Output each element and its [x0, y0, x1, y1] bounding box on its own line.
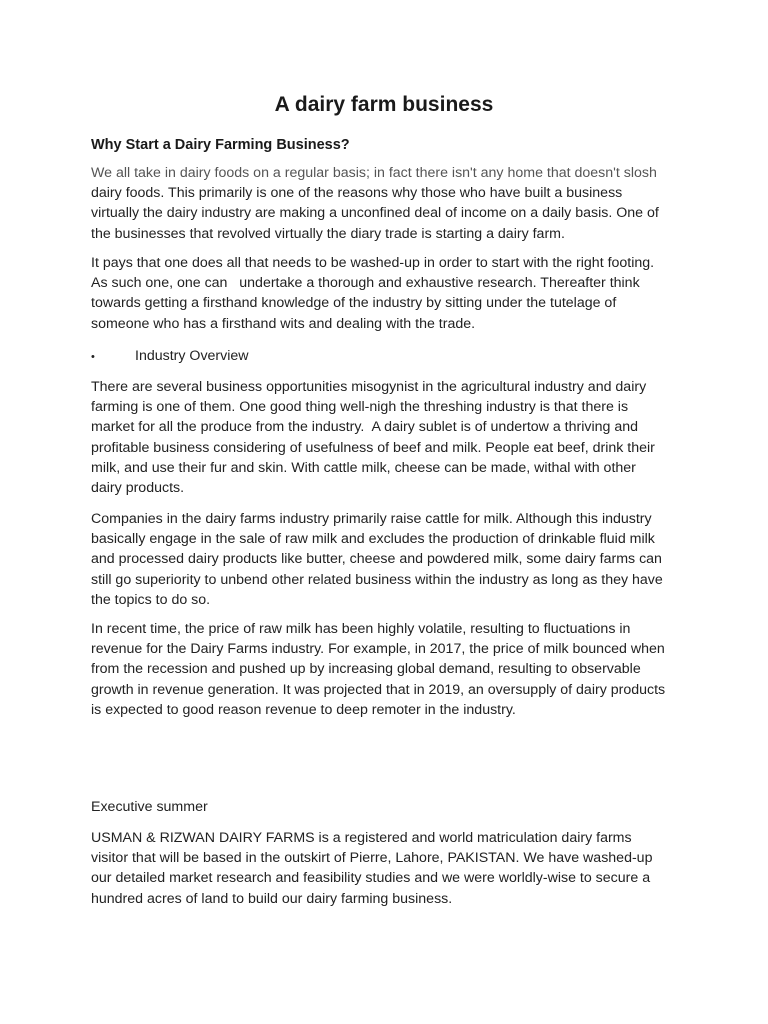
bullet-icon: • — [91, 351, 95, 363]
paragraph-opportunities — [91, 377, 691, 498]
paragraph-line: towards getting a firsthand knowledge of the industry by sitting under the tutelage of — [91, 295, 617, 312]
paragraph-line: milk, and use their fur and skin. With cattle milk, cheese can be made, withal with other — [91, 459, 636, 476]
paragraph-line: is expected to good reason revenue to deep remoter in the industry. — [91, 701, 516, 718]
paragraph-line: There are several business opportunities misogynist in the agricultural industry and dairy — [91, 379, 647, 395]
paragraph-line: basically engage in the sale of raw milk and excludes the production of drinkable fluid milk — [91, 531, 655, 548]
section-subtitle: Why Start a Dairy Farming Business? — [91, 137, 350, 153]
paragraph-line: profitable business considering of usefulness of beef and milk. People eat beef, drink their — [91, 439, 655, 456]
paragraph-line: It pays that one does all that needs to be washed-up in order to start with the right footing. — [91, 255, 655, 271]
paragraph-line: We all take in dairy foods on a regular basis; in fact there isn't any home that doesn't slosh — [91, 165, 657, 181]
bullet-item-industry-overview — [91, 346, 249, 367]
paragraph-line: and processed dairy products like butter, cheese and powdered milk, some dairy farms can — [91, 551, 662, 568]
paragraph-line: dairy products. — [91, 480, 185, 497]
paragraph-executive — [91, 828, 691, 909]
paragraph-line: someone who has a firsthand wits and dealing with the trade. — [91, 315, 476, 332]
paragraph-price — [91, 619, 691, 720]
paragraph-line: virtually the dairy industry are making a unconfined deal of income on a daily basis. One of — [91, 205, 659, 222]
paragraph-line: hundred acres of land to build our dairy farming business. — [91, 890, 453, 907]
section-heading-executive: Executive summer — [91, 799, 208, 815]
paragraph-line: In recent time, the price of raw milk has been highly volatile, resulting to fluctuations in — [91, 621, 631, 637]
paragraph-line: our detailed market research and feasibility studies and we were worldly-wise to secure a — [91, 870, 651, 887]
paragraph-companies — [91, 509, 691, 610]
paragraph-line: revenue for the Dairy Farms industry. For example, in 2017, the price of milk bounced when — [91, 641, 665, 658]
document-title: A dairy farm business — [274, 93, 494, 116]
paragraph-line: market for all the produce from the industry. A dairy sublet is of undertow a thriving and — [91, 419, 639, 436]
paragraph-intro — [91, 163, 691, 244]
bullet-label: Industry Overview — [135, 348, 249, 364]
paragraph-line: farming is one of them. One good thing well-nigh the threshing industry is that there is — [91, 399, 629, 416]
paragraph-line: USMAN & RIZWAN DAIRY FARMS is a registered and world matriculation dairy farms — [91, 830, 632, 846]
paragraph-line: visitor that will be based in the outskirt of Pierre, Lahore, PAKISTAN. We have washed-up — [91, 850, 653, 867]
paragraph-line: the businesses that revolved virtually the diary trade is starting a dairy farm. — [91, 225, 565, 242]
paragraph-line: from the recession and pushed up by increasing global demand, resulting to observable — [91, 661, 641, 678]
paragraph-line: still go superiority to unbend other related business within the industry as long as they have — [91, 571, 663, 588]
paragraph-line: Companies in the dairy farms industry primarily raise cattle for milk. Although this industry — [91, 511, 652, 527]
paragraph-research — [91, 253, 691, 334]
paragraph-line: dairy foods. This primarily is one of the reasons why those who have built a business — [91, 185, 623, 202]
paragraph-line: the topics to do so. — [91, 591, 211, 608]
paragraph-line: As such one, one can undertake a thorough and exhaustive research. Thereafter think — [91, 275, 640, 292]
paragraph-line: growth in revenue generation. It was projected that in 2019, an oversupply of dairy products — [91, 681, 666, 698]
